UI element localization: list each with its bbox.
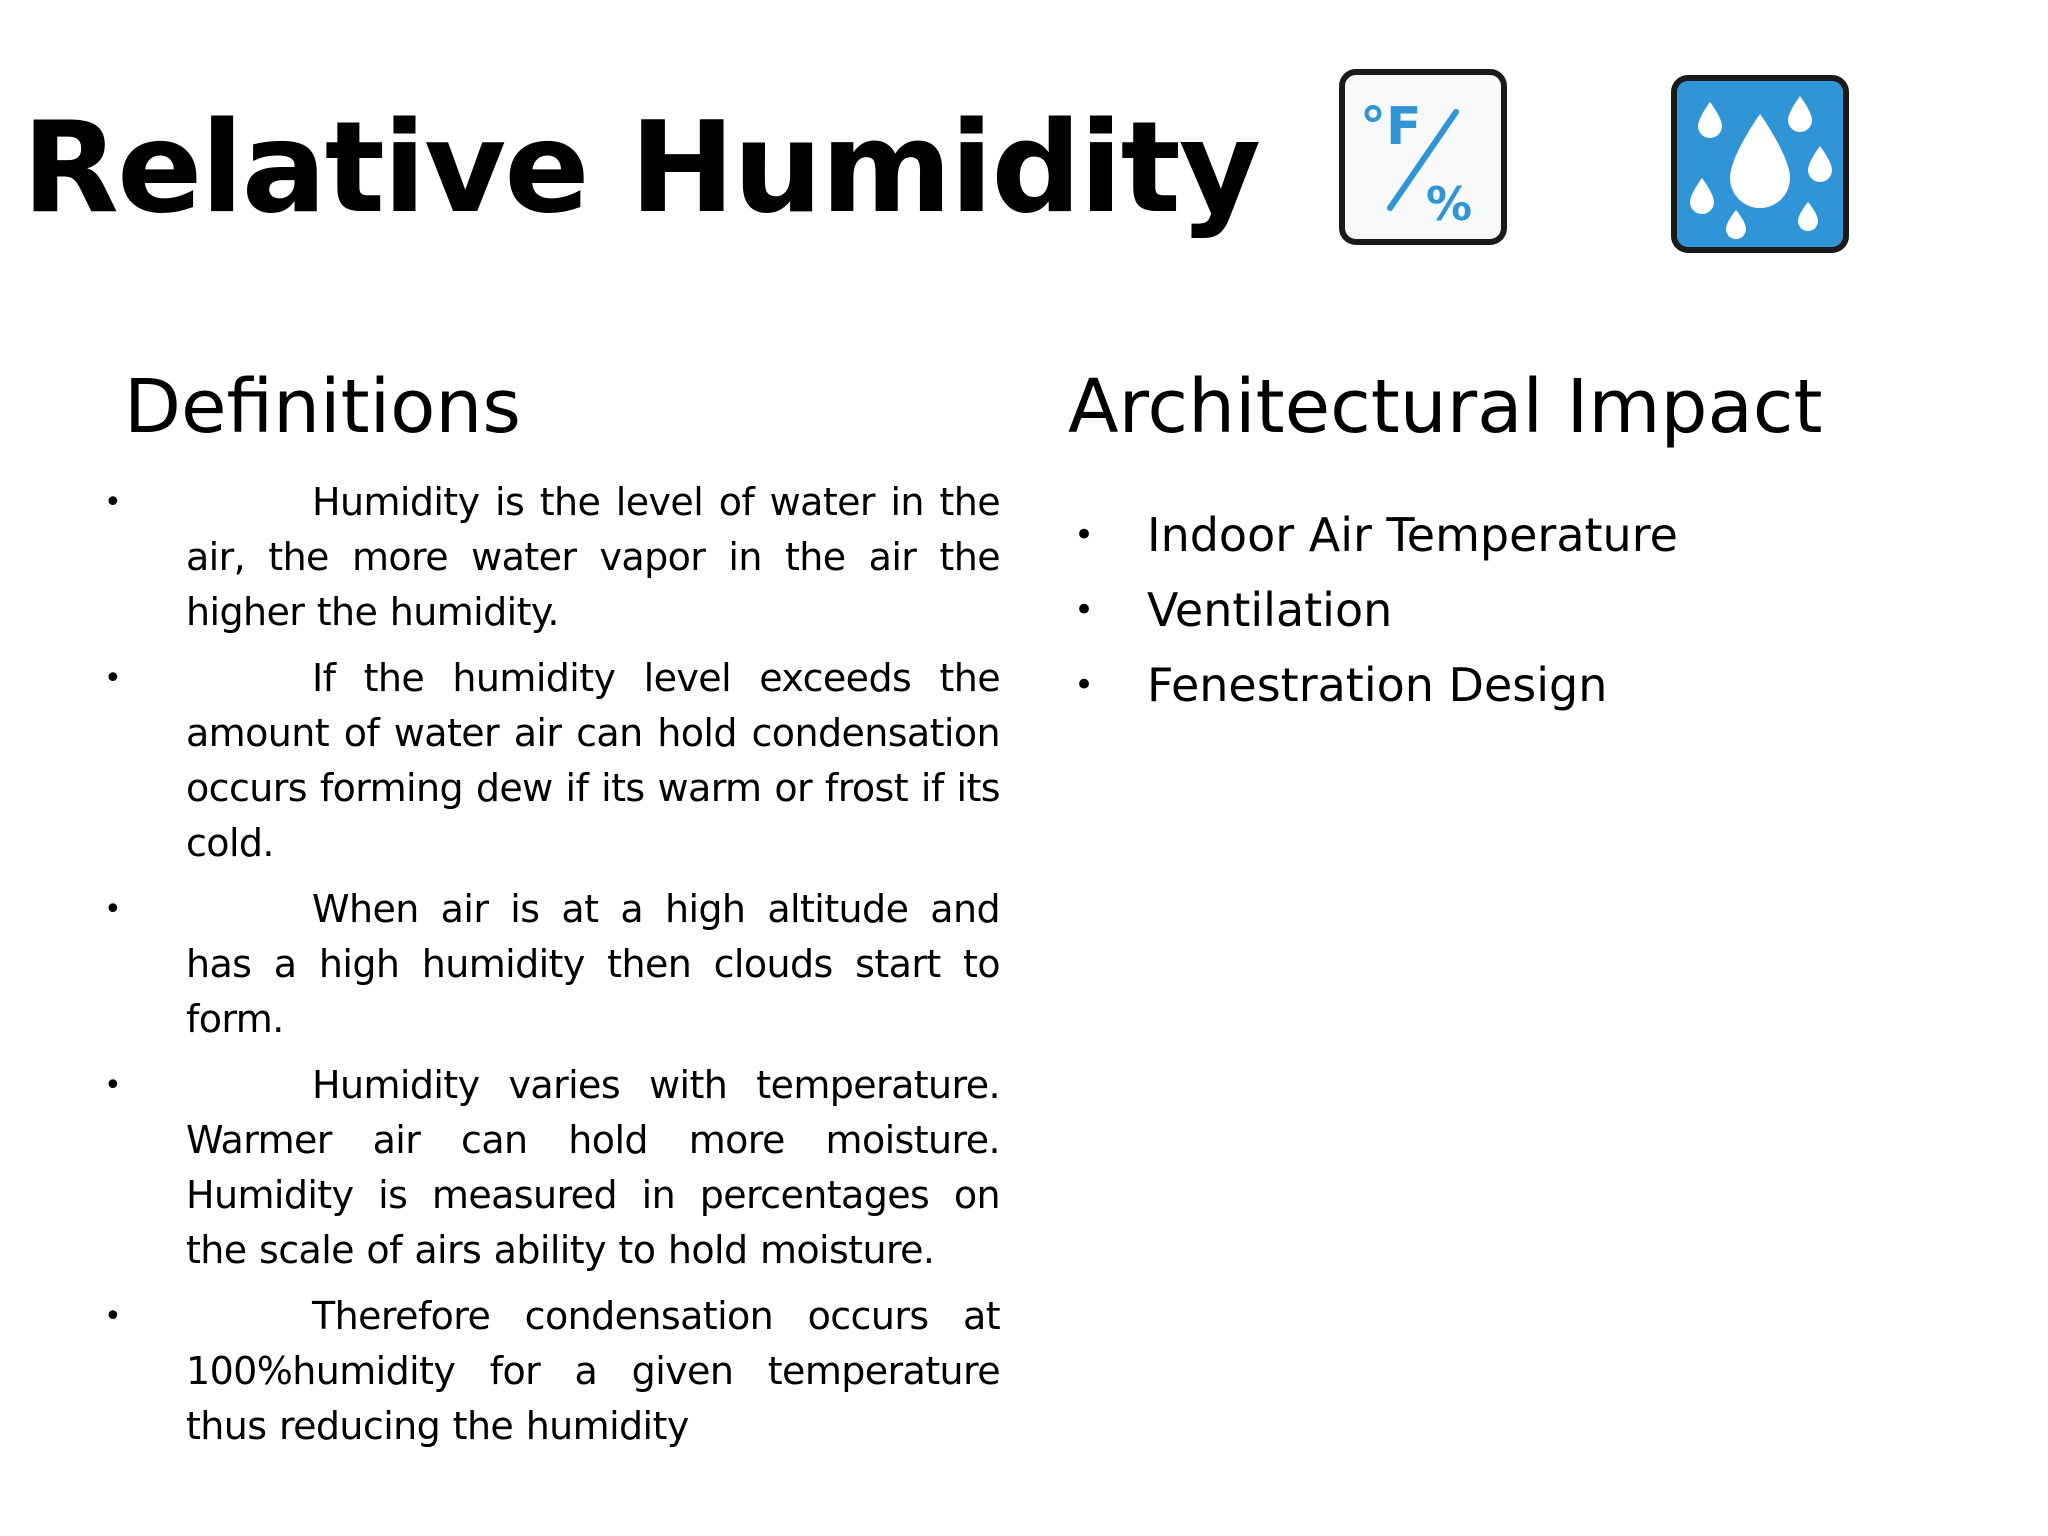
impact-text: Ventilation — [1147, 583, 1393, 637]
definition-text: Humidity is the level of water in the air, the more water vapor in the air the higher the humidity. — [186, 480, 1000, 634]
list-item — [1068, 505, 1678, 580]
impact-list — [1068, 505, 1678, 730]
definition-text: When air is at a high altitude and has a high humidity then clouds start to form. — [186, 887, 1000, 1041]
list-item — [104, 1289, 1000, 1454]
list-item — [104, 1058, 1000, 1278]
water-drops-icon — [1670, 74, 1850, 254]
bullet: • — [1074, 515, 1095, 555]
list-item — [104, 651, 1000, 871]
bullet: • — [1074, 665, 1095, 705]
list-item — [1068, 655, 1678, 730]
slide-title: Relative Humidity — [22, 94, 1259, 241]
percent-label: % — [1426, 177, 1473, 231]
bullet: • — [104, 892, 122, 927]
bullet: • — [1074, 590, 1095, 630]
list-item — [104, 475, 1000, 640]
bullet: • — [104, 1068, 122, 1103]
bullet: • — [104, 1299, 122, 1334]
definitions-heading: Definitions — [124, 364, 521, 450]
fahrenheit-label: °F — [1360, 97, 1422, 157]
bullet: • — [104, 485, 122, 520]
impact-text: Fenestration Design — [1147, 658, 1608, 712]
definition-text: Humidity varies with temperature. Warmer air can hold more moisture. Humidity is measured in percentages on the scale of airs ability to hold moisture. — [186, 1063, 1000, 1272]
impact-text: Indoor Air Temperature — [1147, 508, 1678, 562]
list-item — [1068, 580, 1678, 655]
temperature-humidity-icon — [1338, 68, 1508, 246]
definitions-list — [104, 475, 1000, 1465]
definition-text: Therefore condensation occurs at 100%humidity for a given temperature thus reducing the humidity — [186, 1294, 1000, 1448]
definition-text: If the humidity level exceeds the amount of water air can hold condensation occurs forming dew if its warm or frost if its cold. — [186, 656, 1000, 865]
architectural-impact-heading: Architectural Impact — [1068, 364, 1823, 450]
list-item — [104, 882, 1000, 1047]
bullet: • — [104, 661, 122, 696]
